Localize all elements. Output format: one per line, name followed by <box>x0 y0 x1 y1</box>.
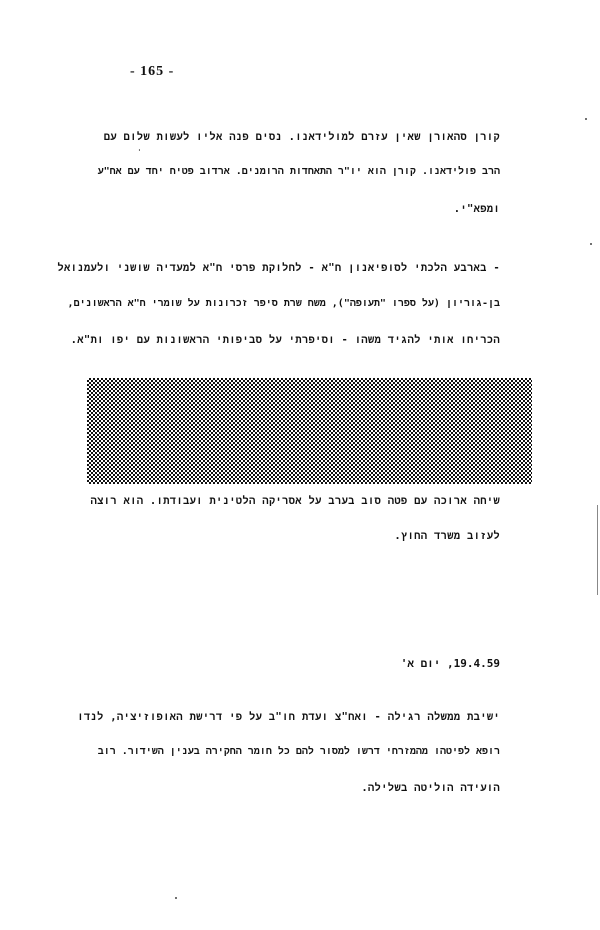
text-line: קורן סהאורן שאין עזרם למולידאנו. נסים פנה אליו לעשות שלום עם <box>103 131 500 143</box>
text-line: ישיבת ממשלה רגילה - ואח"צ ועדת חו"ב על פי דרישת האופוזיציה, לנדו <box>77 711 500 723</box>
date-heading: 19.4.59, יום א' <box>400 657 500 670</box>
text-line: רופא לפיטהו מהמזרחי דרשו למסור להם כל חומר החקירה בענין השידור. רוב <box>97 746 500 757</box>
scan-speck <box>590 243 592 245</box>
scan-speck <box>585 118 587 120</box>
text-line: - בארבע הלכתי לסופיאנון ח"א - לחלוקת פרסי ח"א למעדיה שושני ולעמנואל <box>57 262 500 274</box>
text-line: הרב פולידאנו. קורן הוא יו"ר התאחדות הרומנים. ארדוב פטיח יחד עם אח"ע <box>97 166 500 177</box>
text-line: לעזוב משרד החוץ. <box>394 530 500 542</box>
text-line: בן-גוריון (על ספרו "תעופה"), משח שרת סיפר זכרונות על שומרי ח"א הראשונים, <box>67 298 500 309</box>
text-line: הועידה הוליטה בשלילה. <box>361 782 500 794</box>
ink-mark: ʿ <box>137 148 142 157</box>
scan-edge-mark <box>597 505 598 595</box>
page-number: - 165 - <box>130 64 175 79</box>
redaction-block <box>87 378 532 484</box>
text-line: הכריחו אותי להגיד משהו - וסיפרתי על סביפותי הראשונות עם יפו ות"א. <box>70 334 500 346</box>
text-line: שיחה ארוכה עם פטה סוב בערב על אסריקה הלטינית ועבודתו. הוא רוצה <box>90 495 500 507</box>
text-line: ומפא"י. <box>453 203 500 215</box>
scan-speck <box>175 897 177 899</box>
